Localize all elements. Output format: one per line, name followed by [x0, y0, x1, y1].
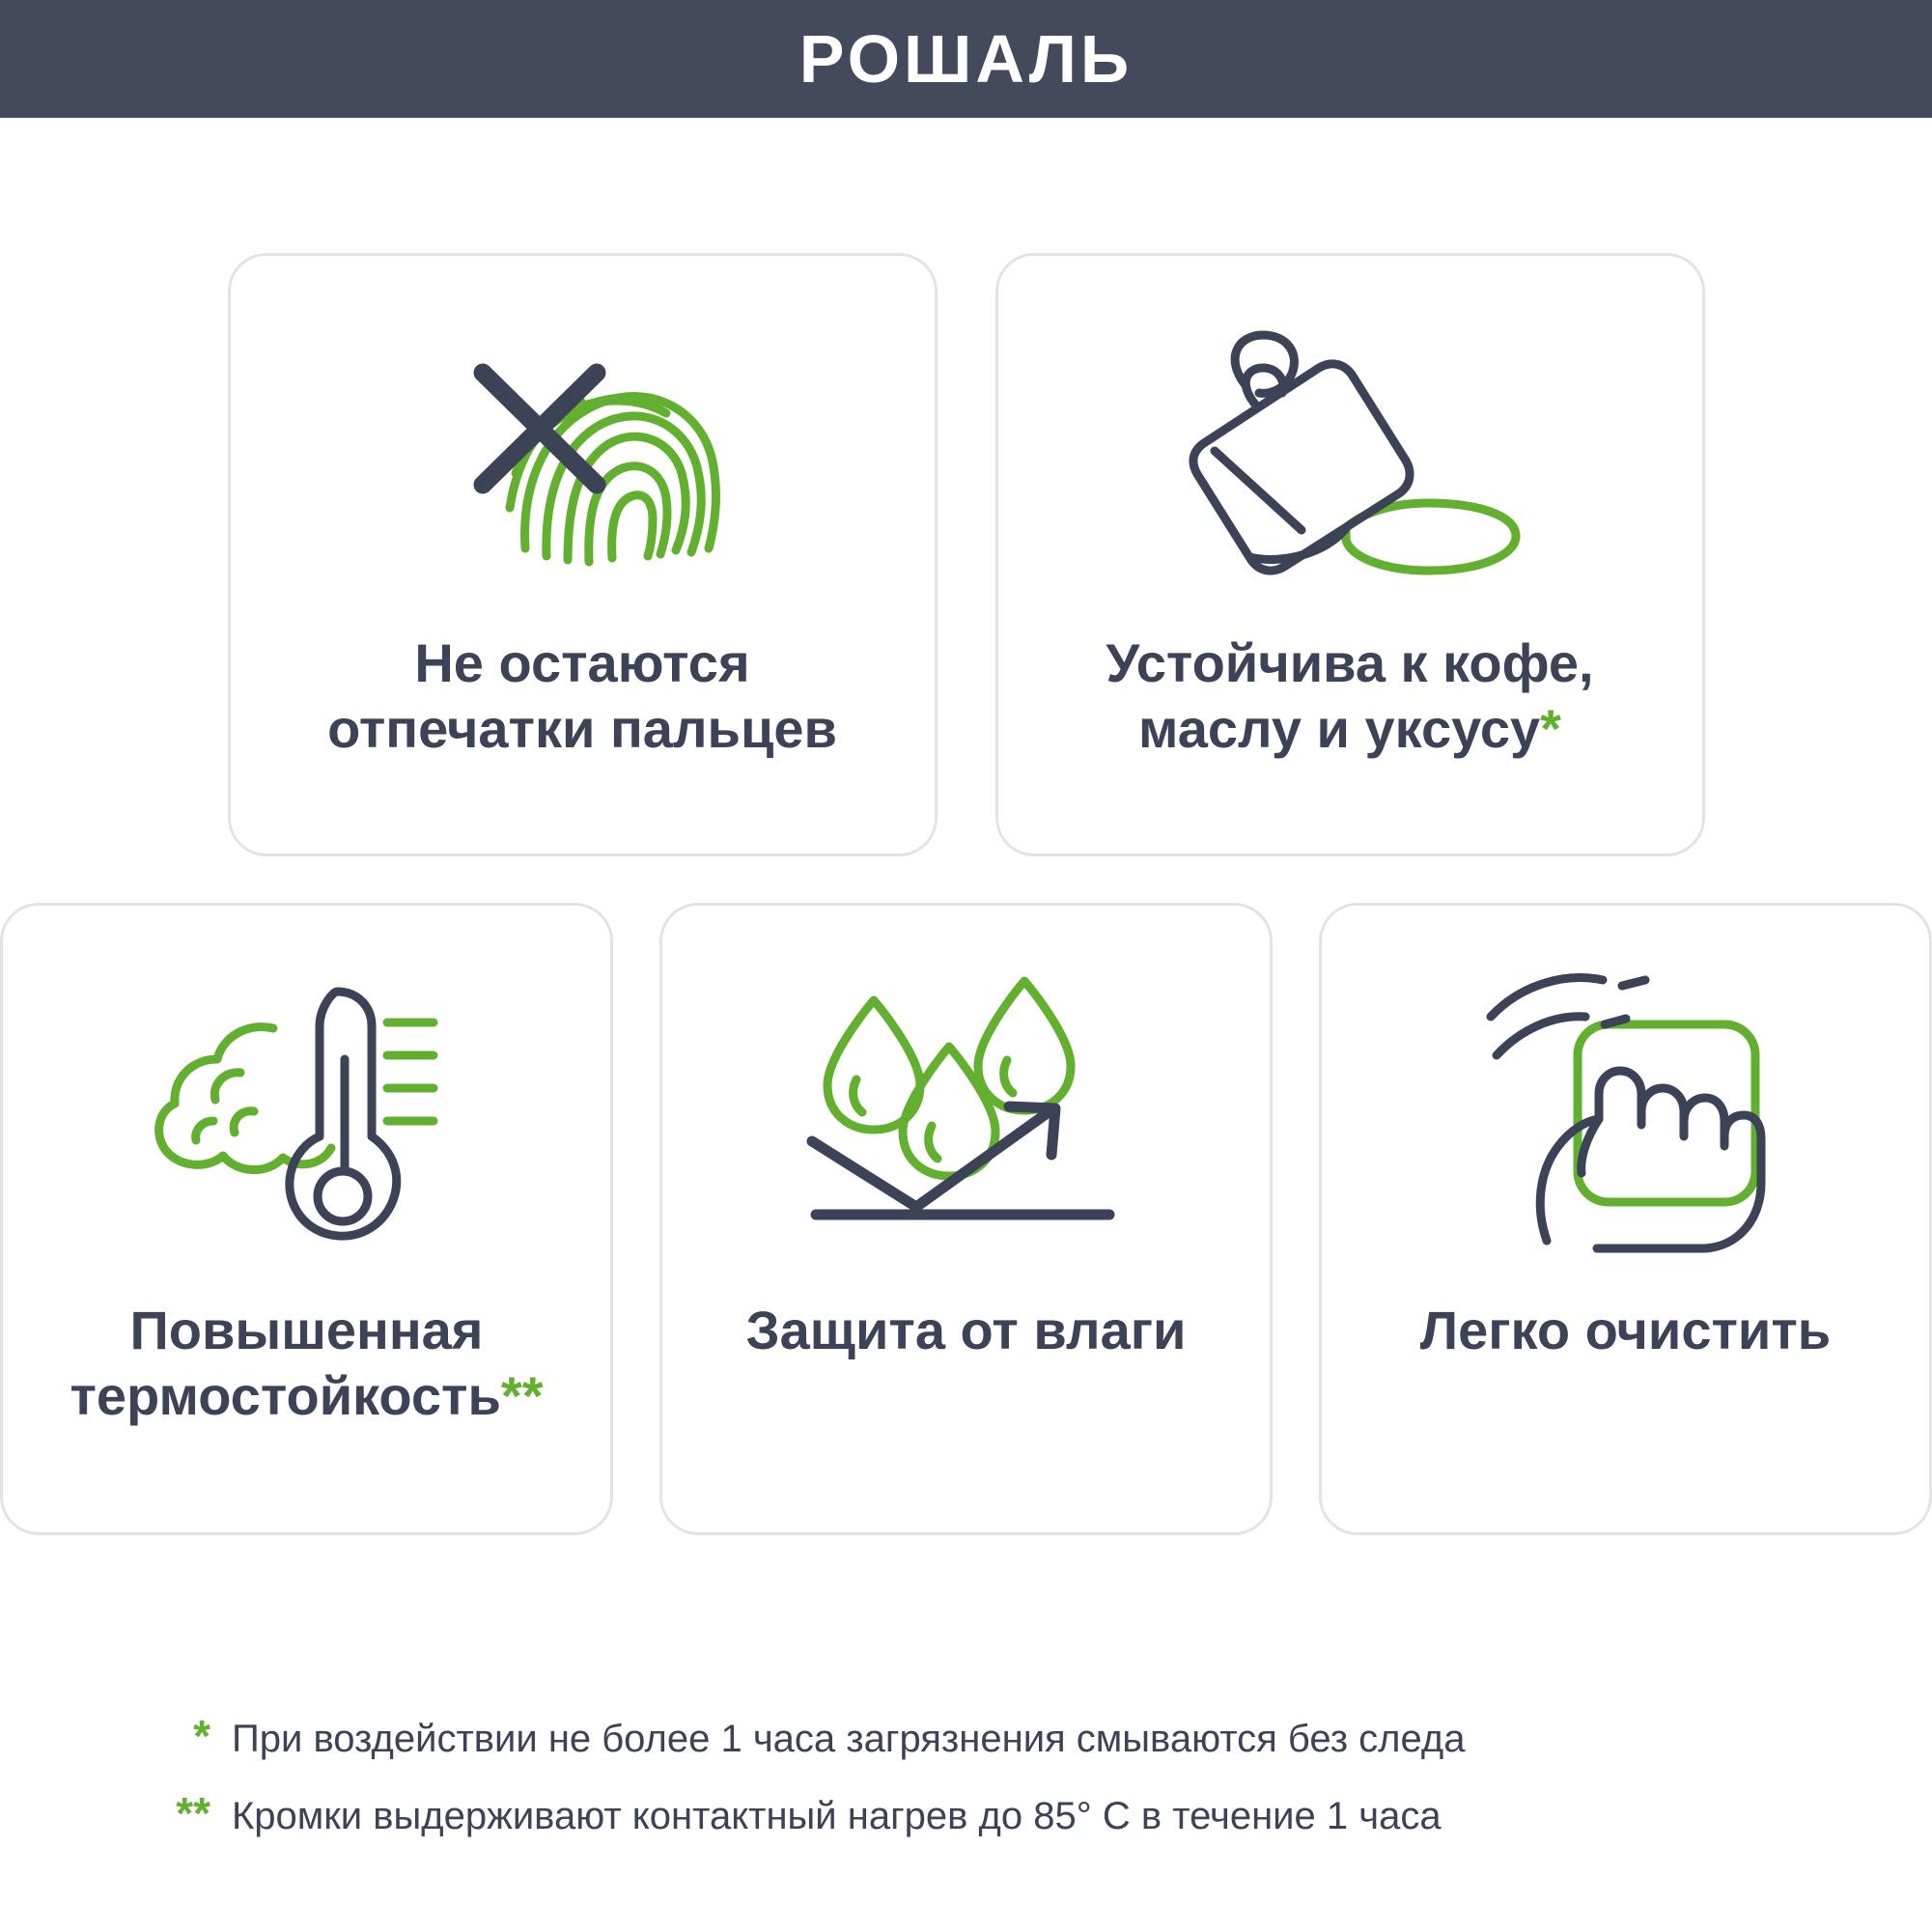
- footnote-text: При воздействии не более 1 часа загрязнения смываются без следа: [232, 1718, 1466, 1760]
- feature-card-easy-clean: [1319, 903, 1932, 1535]
- footnote-item: [145, 1710, 1874, 1762]
- feature-label: [1082, 630, 1616, 763]
- feature-label-line1: Защита от влаги: [745, 1300, 1187, 1360]
- icon-container: [802, 954, 1131, 1273]
- footnote-marker: **: [500, 1365, 544, 1427]
- page-title: РОШАЛЬ: [798, 21, 1134, 97]
- icon-container: [423, 316, 742, 605]
- feature-label: [1397, 1298, 1854, 1363]
- feature-label-line1: Устойчива к кофе,: [1106, 632, 1594, 693]
- header-bar: [0, 0, 1932, 118]
- feature-card-no-fingerprints: [228, 253, 938, 856]
- feature-label-line1: Не остаются: [414, 632, 750, 693]
- footnote-marker: *: [1540, 698, 1561, 760]
- water-drops-repel-icon: [802, 971, 1131, 1256]
- feature-label: [46, 1298, 566, 1430]
- feature-label-line2: отпечатки пальцев: [327, 698, 837, 760]
- feature-card-stain-resistant: [995, 253, 1705, 856]
- feature-card-moisture-protection: [659, 903, 1273, 1535]
- feature-label-line2: термостойкость: [70, 1365, 501, 1427]
- feature-grid: [0, 253, 1932, 1535]
- footnote-mark: **: [176, 1788, 210, 1838]
- feature-card-heat-resistant: [0, 903, 613, 1535]
- feature-row-top: [0, 253, 1932, 856]
- icon-container: [1157, 316, 1543, 605]
- hand-wiping-cloth-icon: [1462, 966, 1790, 1261]
- feature-row-bottom: [0, 903, 1932, 1535]
- footnote-mark: *: [193, 1711, 210, 1761]
- fingerprint-crossed-icon: [423, 319, 742, 603]
- footnote-text: Кромки выдерживают контактный нагрев до 85° C в течение 1 часа: [232, 1795, 1442, 1837]
- feature-label-line1: Повышенная: [129, 1300, 484, 1360]
- thermometer-icon: [148, 966, 466, 1261]
- feature-label: [304, 630, 860, 763]
- icon-container: [148, 954, 466, 1273]
- footnote-item: [145, 1787, 1874, 1839]
- icon-container: [1462, 954, 1790, 1273]
- feature-label-line1: Легко очистить: [1419, 1300, 1832, 1360]
- feature-label-line2: маслу и уксусу: [1138, 698, 1541, 760]
- footnotes-block: [0, 1710, 1932, 1864]
- feature-label: [723, 1298, 1210, 1363]
- spilled-cup-icon: [1157, 323, 1543, 599]
